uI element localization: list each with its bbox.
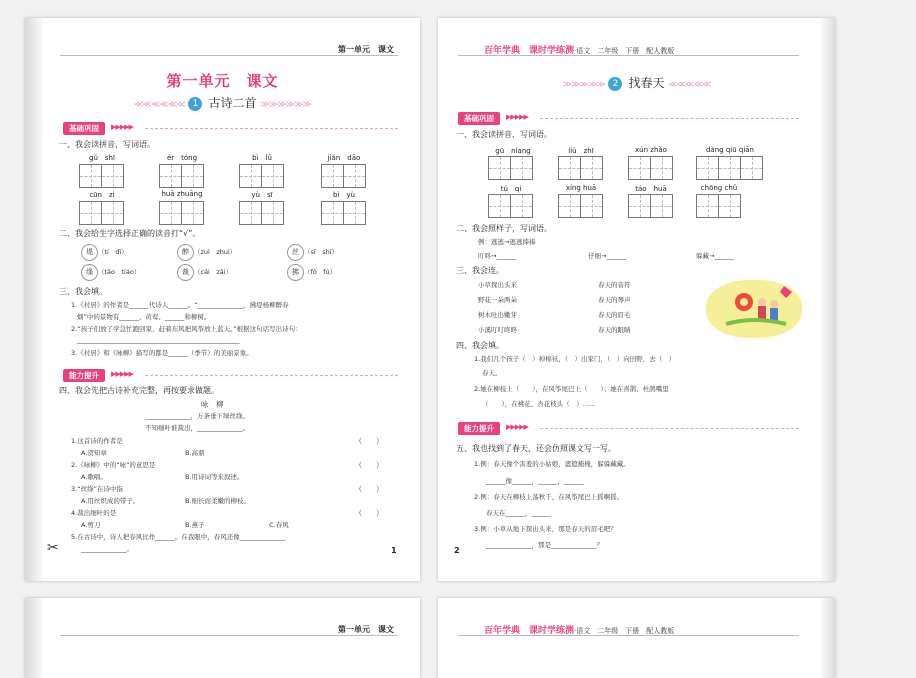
writing-grid[interactable]	[79, 164, 123, 188]
lesson-number: 1	[188, 97, 202, 111]
char-circle: 拂	[287, 264, 304, 281]
question-3-title: 三、我会填。	[59, 287, 107, 296]
header-unit: 第一单元	[338, 625, 370, 634]
mc-option[interactable]: A.用丝织成的带子。	[81, 497, 140, 505]
writing-grid[interactable]	[159, 201, 203, 225]
mc-option[interactable]: A.剪刀	[81, 521, 101, 529]
section-rule	[540, 118, 799, 119]
mc-question: 1.这首诗的作者是	[71, 437, 123, 445]
fill-line[interactable]: 2.“孩子们放了学急忙跑回家，赶着东风把风筝放上蓝天。”根据这句话写出诗句：	[71, 325, 302, 333]
pinyin-label: táo huā	[635, 185, 667, 193]
writing-grid[interactable]	[159, 164, 203, 188]
pinyin-label: yù sī	[251, 191, 273, 199]
left-arrows-icon: ≪≪≪≪≪≪	[134, 100, 185, 110]
section-tag-basic: 基础巩固	[458, 112, 500, 125]
fill-line[interactable]: 2.她在柳枝上（ ），在风筝尾巴上（ ）；她在喜鹊、杜鹃嘴里	[474, 385, 669, 393]
match-right-item[interactable]: 春天的眉毛	[598, 311, 631, 319]
right-arrows-icon: ≫≫≫≫≫≫	[260, 100, 311, 110]
children-flying-kite-icon	[706, 280, 802, 338]
question-4-title: 四、我会先把古诗补充完整，再按要求做题。	[59, 386, 219, 395]
pinyin-options[interactable]: （sī shī）	[304, 248, 339, 256]
char-circle: 醉	[177, 244, 194, 261]
pinyin-label: liǔ zhī	[568, 147, 594, 155]
header-rule	[458, 55, 799, 56]
fill-line[interactable]: __________________________________________________	[77, 336, 240, 344]
sample-word[interactable]: 躲藏→______	[696, 252, 734, 260]
lesson-heading	[438, 74, 835, 91]
char-circle: 绦	[81, 264, 98, 281]
workbook-page-2	[438, 18, 835, 581]
fill-line[interactable]: 1.《村居》的作者是______代诗人______。“______________，拂堤杨柳醉春	[71, 301, 289, 309]
header-subject: 课文	[378, 625, 394, 634]
writing-grid[interactable]	[488, 156, 532, 180]
section-tag-ability: 能力提升	[63, 369, 105, 382]
match-left-item[interactable]: 小溪叮叮咚咚	[478, 326, 517, 334]
writing-grid[interactable]	[628, 156, 672, 180]
mc-option[interactable]: A.歌唱。	[81, 473, 107, 481]
fill-line[interactable]: 春天。	[482, 369, 502, 377]
sample-word[interactable]: 仔细→______	[588, 252, 626, 260]
write-example: 3.例：小草从地下探出头来，那是春天的眉毛吧？	[474, 525, 617, 533]
match-right-item[interactable]: 春天的音符	[598, 281, 631, 289]
writing-grid[interactable]	[239, 164, 283, 188]
unit-title: 第一单元 课文	[166, 72, 279, 90]
mc-question: 4.裁出细叶的是	[71, 509, 117, 517]
pinyin-label: dàng qiū qiān	[705, 146, 754, 154]
writing-grid[interactable]	[696, 194, 740, 218]
writing-grid[interactable]	[321, 201, 365, 225]
match-right-item[interactable]: 春天的眼睛	[598, 326, 631, 334]
poem-line[interactable]: ______________，万条垂下绿丝绦。	[145, 412, 249, 420]
page-header-unit	[338, 44, 394, 55]
page-number: 2	[454, 546, 460, 555]
writing-grid[interactable]	[628, 194, 672, 218]
char-circle: 丝	[287, 244, 304, 261]
brand-title: 百年学典 课时学练测	[484, 626, 575, 636]
poem-title: 咏 柳	[201, 400, 224, 409]
answer-paren[interactable]: （ ）	[355, 485, 383, 493]
section-rule	[145, 375, 398, 376]
mc-option[interactable]: B.细长而柔嫩的柳枝。	[185, 497, 251, 505]
workbook-page-1	[25, 18, 420, 581]
char-circle: 裁	[177, 264, 194, 281]
header-unit: 第一单元	[338, 45, 370, 54]
brand-title: 百年学典 课时学练测	[484, 46, 575, 56]
write-line[interactable]: ______________，那是______________？	[486, 541, 603, 549]
question-4-title: 四、我会填。	[456, 341, 504, 350]
page-header-unit	[338, 624, 394, 635]
pinyin-label: tú qi	[500, 185, 522, 193]
fill-line[interactable]: 3.《村居》和《咏柳》描写的都是______（季节）的美丽景象。	[71, 349, 253, 357]
scissors-icon: ✂	[47, 540, 59, 556]
question-2-title: 二、我会给生字选择正确的读音打“√”。	[59, 229, 201, 238]
answer-paren[interactable]: （ ）	[355, 437, 383, 445]
char-circle: 堤	[81, 244, 98, 261]
pinyin-options[interactable]: （fó fú）	[304, 268, 337, 276]
poem-line[interactable]: 不知细叶谁裁出，______________。	[145, 424, 249, 432]
fill-line[interactable]: ______________。	[81, 545, 133, 553]
writing-grid[interactable]	[696, 156, 762, 180]
mc-option[interactable]: B.用诗词等来叙述。	[185, 473, 244, 481]
write-example: 2.例：春天在柳枝上荡秋千，在风筝尾巴上摇啊摇。	[474, 493, 624, 501]
header-subject: 课文	[378, 45, 394, 54]
write-line[interactable]: 春天在______，______	[486, 509, 551, 517]
write-example: 1.例：春天像个害羞的小姑娘，遮遮掩掩，躲躲藏藏。	[474, 460, 630, 468]
section-tag-basic: 基础巩固	[63, 122, 105, 135]
fill-line[interactable]: 1.我们几个孩子（ ）掉棉袄，（ ）出家门，（ ）向田野，去（ ）	[474, 355, 676, 363]
pinyin-options[interactable]: （zuì zhuì）	[194, 248, 237, 256]
page-number: 1	[391, 546, 397, 555]
question-1-title: 一、我会读拼音，写词语。	[59, 140, 155, 149]
pinyin-options[interactable]: （tí dī）	[98, 248, 128, 256]
mc-option[interactable]: B.燕子	[185, 521, 205, 529]
pinyin-label: chōng chǔ	[700, 184, 738, 192]
brand-subtitle: ·语文 二年级 下册 配人教版	[574, 627, 675, 635]
question-1-title: 一、我会读拼音，写词语。	[456, 130, 552, 139]
workbook-page-4	[438, 598, 835, 678]
right-arrows-icon: ≪≪≪≪≪	[668, 80, 711, 90]
lesson-title: 找春天	[628, 76, 665, 90]
brand-subtitle: ·语文 二年级 下册 配人教版	[574, 47, 675, 55]
tag-arrows-icon: ▶▶▶▶▶	[111, 123, 133, 131]
writing-grid[interactable]	[558, 194, 602, 218]
answer-paren[interactable]: （ ）	[355, 509, 383, 517]
section-rule	[540, 428, 799, 429]
mc-option[interactable]: A.贺知章	[81, 449, 107, 457]
write-line[interactable]: ______像______，______，______	[486, 477, 584, 485]
mc-question: 3.“丝绦”在诗中指	[71, 485, 123, 493]
question-5-title: 五、我也找到了春天，还会仿照课文写一写。	[456, 444, 616, 453]
fill-line[interactable]: （ ），在桃花、杏花枝头（ ）……	[482, 400, 596, 408]
example-text: 例：逃逃→逃逃捧捧	[478, 238, 536, 246]
writing-grid[interactable]	[79, 201, 123, 225]
sample-word[interactable]: 叮咚→______	[478, 252, 516, 260]
pinyin-label: ér tóng	[166, 154, 198, 162]
header-rule	[60, 635, 398, 636]
pinyin-label: xún zhǎo	[635, 146, 667, 154]
pinyin-label: bì yù	[333, 191, 355, 199]
match-left-item[interactable]: 树木吐出嫩芽	[478, 311, 517, 319]
match-left-item[interactable]: 野花一朵两朵	[478, 296, 517, 304]
tag-arrows-icon: ▶▶▶▶▶	[506, 113, 528, 121]
pinyin-options[interactable]: （tāo tiáo）	[98, 268, 141, 276]
mc-option[interactable]: B.高鼎	[185, 449, 205, 457]
writing-grid[interactable]	[321, 164, 365, 188]
page-binding	[821, 598, 835, 678]
tag-arrows-icon: ▶▶▶▶▶	[111, 370, 133, 378]
header-rule	[458, 635, 799, 636]
pinyin-label: bì lǜ	[252, 154, 272, 162]
pinyin-label: cūn zi	[89, 191, 115, 199]
header-rule	[60, 55, 398, 56]
pinyin-label: gū niang	[495, 147, 531, 155]
pinyin-label: jiǎn dāo	[327, 154, 361, 162]
lesson-title: 古诗二首	[208, 96, 257, 110]
match-right-item[interactable]: 春天的琴声	[598, 296, 631, 304]
lesson-number: 2	[608, 77, 622, 91]
question-3-title: 三、我会连。	[456, 266, 504, 275]
mc-question: 2.《咏柳》中的“咏”的意思是	[71, 461, 156, 469]
tag-arrows-icon: ▶▶▶▶▶	[506, 423, 528, 431]
writing-grid[interactable]	[558, 156, 602, 180]
fill-line[interactable]: 5.在古诗中，诗人把春风比作______。在我眼中，春风还像______________	[71, 533, 286, 541]
writing-grid[interactable]	[239, 201, 283, 225]
page-binding	[25, 598, 43, 678]
pinyin-label: gǔ shī	[89, 154, 115, 162]
left-arrows-icon: ≫≫≫≫≫	[562, 80, 605, 90]
mc-option[interactable]: C.春风	[269, 521, 289, 529]
page-binding	[821, 18, 835, 581]
pinyin-label: xíng huā	[565, 184, 597, 192]
writing-grid[interactable]	[488, 194, 532, 218]
spring-kids-illustration	[706, 280, 802, 338]
answer-paren[interactable]: （ ）	[355, 461, 383, 469]
workbook-page-3	[25, 598, 420, 678]
pinyin-label: huā zhuāng	[161, 190, 203, 198]
pinyin-options[interactable]: （cái zāi）	[194, 268, 233, 276]
question-2-title: 二、我会照样子，写词语。	[456, 224, 552, 233]
section-rule	[145, 128, 398, 129]
section-tag-ability: 能力提升	[458, 422, 500, 435]
fill-line[interactable]: 烟”中的景物有______、黄莺、______和柳树。	[77, 313, 211, 321]
lesson-heading	[25, 94, 420, 111]
match-left-item[interactable]: 小草探出头来	[478, 281, 517, 289]
